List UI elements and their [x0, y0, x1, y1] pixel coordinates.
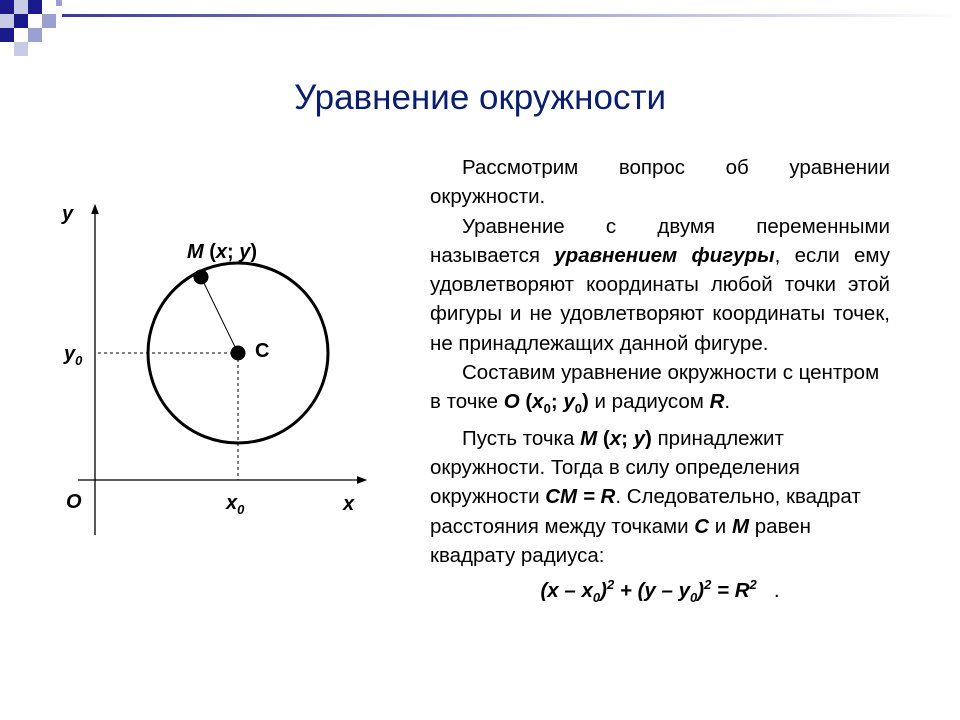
- circle-equation: $(x - x_0)^2 + (y - y_0)^2 = R^2$ .: [540, 577, 780, 606]
- center-label: C: [255, 340, 270, 362]
- header-decoration: [0, 0, 960, 60]
- point-m-label: M (x; y): [187, 241, 258, 263]
- paragraph-intro: Рассмотрим вопрос об уравнении окружности.: [430, 156, 890, 209]
- paragraph-definition: Уравнение с двумя переменными называется уравнением фигуры, если ему удовлетворяют координаты любой точки этой фигуры и не удовлетворяют координаты точек, не принадлежащих данной фигуре.: [430, 214, 890, 355]
- circle-diagram: [50, 195, 380, 540]
- x-axis-label: x: [343, 493, 355, 515]
- radius-segment: [201, 277, 238, 353]
- slide-body-text: [430, 153, 890, 612]
- y-axis-label: y: [62, 203, 74, 225]
- slide-title: Уравнение окружности: [293, 78, 667, 117]
- origin-label: O: [66, 491, 82, 513]
- x0-label: $x_0$: [226, 492, 245, 517]
- point-m: [194, 270, 209, 285]
- point-c: [231, 346, 246, 361]
- paragraph-compose: Составим уравнение окружности с центром в точке O ($x_0$; $y_0$) и радиусом R.: [430, 361, 880, 417]
- y0-label: $y_0$: [64, 343, 83, 368]
- paragraph-derivation: Пусть точка M (x; y) принадлежит окружности. Тогда в силу определения окружности CM = R. Следовательно, квадрат расстояния между точками C и M равен квадрату радиуса:: [430, 426, 861, 567]
